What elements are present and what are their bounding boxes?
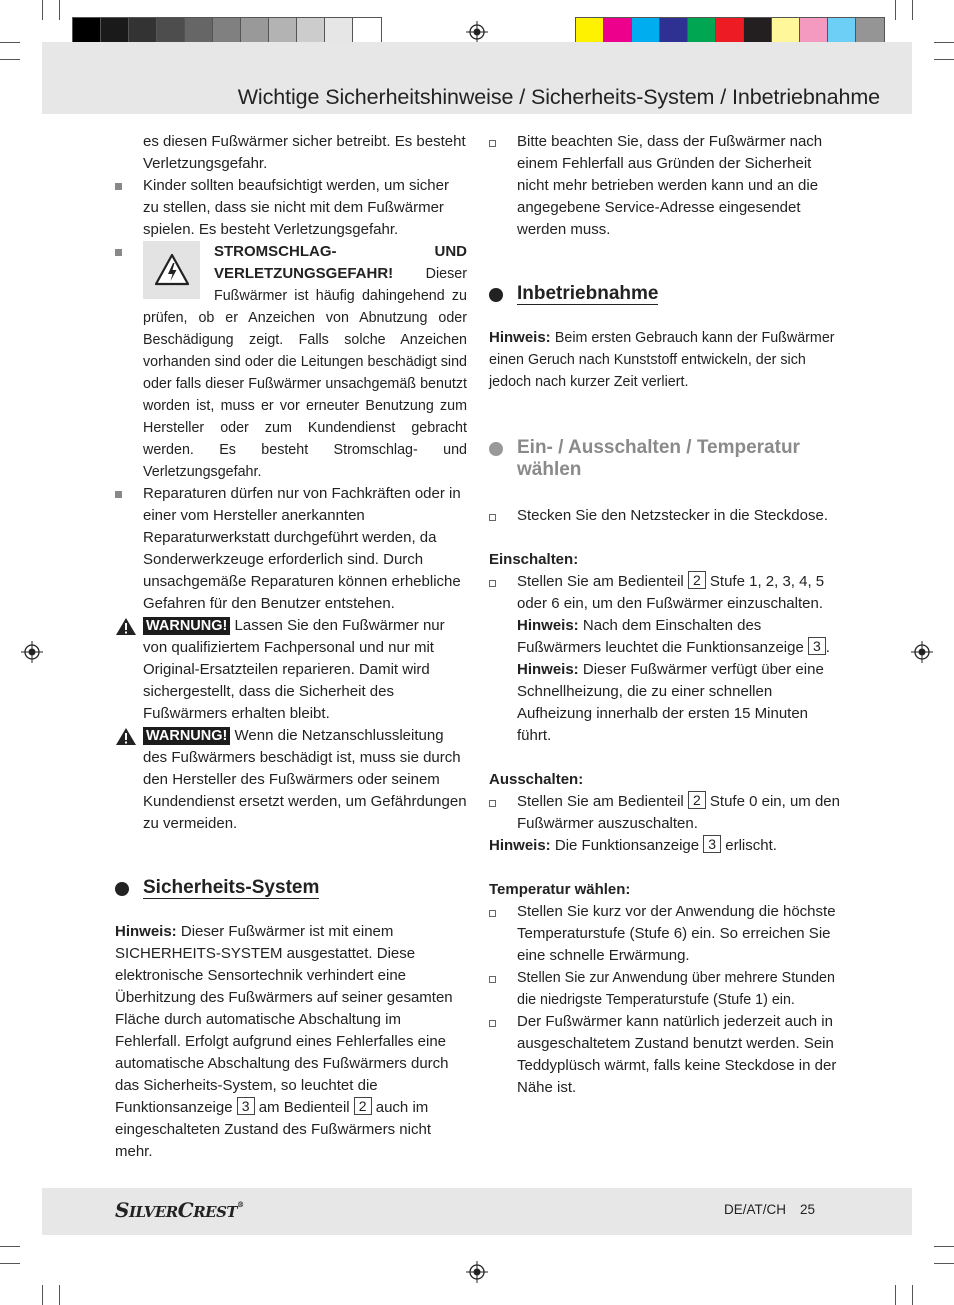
square-bullet-icon [115, 491, 122, 498]
checkbox-bullet-icon [489, 1020, 496, 1027]
hinweis-label: Hinweis: [489, 329, 551, 346]
list-item-repair [115, 483, 467, 615]
logo-part: C [177, 1198, 194, 1222]
section-heading-text: Sicherheits-System [143, 877, 320, 898]
registration-mark-icon [911, 641, 933, 663]
bullet-dot-icon [489, 442, 503, 456]
crop-mark [895, 0, 896, 20]
ausschalten-hinweis [489, 835, 841, 857]
registration-mark-icon [466, 21, 488, 43]
logo-part: REST [193, 1203, 238, 1221]
list-item-text: Reparaturen dürfen nur von Fachkräften oder in einer vom Hersteller anerkannten Reparaturwerkstatt durchgeführt werden, da Sonderwerkzeuge erforderlich sind. Durch unsachgemäße Reparaturen können erhebliche Gefahren für den Benutzer entstehen. [143, 485, 461, 612]
list-item-text: Der Fußwärmer kann natürlich jederzeit auch in ausgeschaltetem Zustand benutzt werden. Sein Teddyplüsch wärmt, falls keine Steckdose in der Nähe ist. [517, 1013, 837, 1096]
list-item-text: Bitte beachten Sie, dass der Fußwärmer nach einem Fehlerfall aus Gründen der Sicherheit nicht mehr betrieben werden kann und an die angegebene Service-Adresse eingesendet werden muss. [517, 133, 823, 238]
square-bullet-icon [115, 183, 122, 190]
registration-mark-icon [21, 641, 43, 663]
warning-triangle-icon [115, 727, 137, 746]
inbetrieb-paragraph [489, 327, 841, 393]
paragraph-text: erlischt. [725, 837, 777, 854]
page-number: 25 [799, 1202, 815, 1217]
checkbox-bullet-icon [489, 580, 496, 587]
safety-paragraph [115, 921, 467, 1163]
list-item-plug [489, 505, 841, 527]
paragraph-continued: es diesen Fußwärmer sicher betreibt. Es besteht Verletzungsgefahr. [143, 133, 466, 172]
paragraph-text: Dieser Fußwärmer ist mit einem SICHERHEITS-SYSTEM ausgestattet. Diese elektronische Sensortechnik verhindert eine Überhitzung des Fußwärmers auf seiner gesamten Fläche durch automatische Abschaltung im Fehlerfall. Erfolgt aufgrund eines Fehlerfalles eine automatische Abschaltung des Fußwärmers durch das Sicherheits-System, so leuchtet die Funktionsanzeige [115, 923, 453, 1116]
square-bullet-icon [115, 249, 122, 256]
shock-heading: STROMSCHLAG- UND VERLETZUNGSGEFAHR! [214, 243, 467, 282]
crop-mark [42, 0, 43, 20]
hinweis-label: Hinweis: [517, 661, 579, 678]
warning-badge: WARNUNG! [143, 617, 230, 635]
crop-mark [934, 42, 954, 43]
section-heading-text: Ein- / Ausschalten / Temperatur wählen [517, 437, 800, 480]
logo-part: ILVER [128, 1203, 178, 1221]
crop-mark [0, 42, 20, 43]
reference-number: 3 [703, 835, 721, 853]
registration-mark-icon [466, 1261, 488, 1283]
warning-text: Wenn die Netzanschlussleitung des Fußwärmers beschädigt ist, muss sie durch den Hersteller des Fußwärmers oder seinem Kundendienst ersetzt werden, um Gefährdungen zu vermeiden. [143, 727, 467, 832]
reference-number: 3 [237, 1097, 255, 1115]
logo-part: ® [237, 1200, 244, 1209]
paragraph-text: am Bedienteil [258, 1099, 350, 1116]
checkbox-bullet-icon [489, 514, 496, 521]
hinweis-label: Hinweis: [517, 617, 579, 634]
crop-mark [934, 59, 954, 60]
subheading-ausschalten: Ausschalten: [489, 771, 584, 788]
paragraph-text: Beim ersten Gebrauch kann der Fußwärmer einen Geruch nach Kunststoff entwickeln, der sich jedoch nach kurzer Zeit verliert. [489, 330, 835, 390]
list-item-temp-high [489, 901, 841, 967]
reference-number: 2 [688, 571, 706, 589]
checkbox-bullet-icon [489, 800, 496, 807]
list-item-children [115, 175, 467, 241]
crop-mark [59, 1285, 60, 1305]
section-heading-text: Inbetriebnahme [517, 283, 659, 304]
list-item-text: Kinder sollten beaufsichtigt werden, um sicher zu stellen, dass sie nicht mit dem Fußwärmer spielen. Es besteht Verletzungsgefahr. [143, 177, 449, 238]
footer-info [724, 1202, 815, 1217]
warning-triangle-icon [115, 617, 137, 636]
bullet-dot-icon [489, 288, 503, 302]
crop-mark [59, 0, 60, 20]
section-heading-safety-system [115, 877, 467, 899]
warning-block-2 [115, 725, 467, 835]
list-item-temp-low [489, 967, 841, 1011]
hinweis-label: Hinweis: [115, 923, 177, 940]
silvercrest-logo [115, 1198, 244, 1222]
page-title: Wichtige Sicherheitshinweise / Sicherheits-System / Inbetriebnahme [237, 85, 880, 109]
crop-mark [934, 1246, 954, 1247]
list-item-service-note [489, 131, 841, 241]
reference-number: 2 [688, 791, 706, 809]
crop-mark [0, 59, 20, 60]
list-item-ausschalten [489, 791, 841, 835]
hinweis-label: Hinweis: [489, 837, 551, 854]
reference-number: 3 [808, 637, 826, 655]
crop-mark [934, 1263, 954, 1264]
shock-text: Dieser Fußwärmer ist häufig dahingehend zu prüfen, ob er Anzeichen von Abnutzung oder Beschädigung zeigt. Falls solche Anzeichen vorhanden sind oder die Leitungen beschädigt sind oder falls dieser Fußwärmer unsachgemäß benutzt worden ist, muss er vor erneuter Benutzung zum Hersteller oder zum Kundendienst gebracht werden. Es besteht Stromschlag- und Verletzungsgefahr. [143, 266, 467, 480]
list-item-shock-warning [115, 241, 467, 483]
list-item-einschalten: Stellen Sie am Bedienteil 2 Stufe 1, 2, 3, 4, 5 oder 6 ein, um den Fußwärmer einzuschalten. Hinweis: Nach dem Einschalten des Fußwärmers leuchtet die Funktionsanzeige 3 . Hinweis: Dieser Fußwärmer verfügt über eine Schnellheizung, die zu einer schnellen Aufheizung innerhalb der ersten 15 Minuten führt. [489, 571, 841, 747]
paragraph-text: auch im eingeschalteten Zustand des Fußwärmers nicht mehr. [115, 1099, 431, 1160]
reference-number: 2 [354, 1097, 372, 1115]
subheading-temperatur: Temperatur wählen: [489, 881, 631, 898]
electric-shock-warning-icon [143, 241, 200, 299]
crop-mark [42, 1285, 43, 1305]
bullet-dot-icon [115, 882, 129, 896]
list-item-text: Stellen Sie kurz vor der Anwendung die höchste Temperaturstufe (Stufe 6) ein. So erreichen Sie eine schnelle Erwärmung. [517, 903, 836, 964]
crop-mark [895, 1285, 896, 1305]
list-item-temp-off [489, 1011, 841, 1099]
list-item-text: Dieser Fußwärmer verfügt über eine Schnellheizung, die zu einer schnellen Aufheizung innerhalb der ersten 15 Minuten führt. [517, 661, 824, 744]
warning-badge: WARNUNG! [143, 727, 230, 745]
list-item-text: Stellen Sie zur Anwendung über mehrere Stunden die niedrigste Temperaturstufe (Stufe 1) ein. [517, 970, 835, 1008]
list-item-text: Stufe 0 ein, um den Fußwärmer auszuschalten. [517, 793, 840, 832]
list-item-text: Stellen Sie am Bedienteil [517, 573, 684, 590]
right-column [489, 131, 841, 1099]
list-item-text: Nach dem Einschalten des Fußwärmers leuchtet die Funktionsanzeige [517, 617, 804, 656]
section-heading-switch [489, 437, 841, 481]
crop-mark [0, 1246, 20, 1247]
checkbox-bullet-icon [489, 140, 496, 147]
paragraph-text: Die Funktionsanzeige [554, 837, 700, 854]
warning-text: Lassen Sie den Fußwärmer nur von qualifiziertem Fachpersonal und nur mit Original-Ersatzteilen reparieren. Damit wird sichergestellt, dass die Sicherheit des Fußwärmers erhalten bleibt. [143, 617, 445, 722]
list-item-text: Stufe 1, 2, 3, 4, 5 oder 6 ein, um den Fußwärmer einzuschalten. [517, 573, 825, 612]
list-item-text: Stecken Sie den Netzstecker in die Steckdose. [517, 507, 829, 524]
list-item-text: Stellen Sie am Bedienteil [517, 793, 684, 810]
crop-mark [0, 1263, 20, 1264]
logo-part: S [115, 1198, 129, 1222]
subheading-einschalten: Einschalten: [489, 551, 579, 568]
footer-locale: DE/AT/CH [723, 1202, 786, 1217]
checkbox-bullet-icon [489, 910, 496, 917]
crop-mark [912, 0, 913, 20]
left-column [115, 131, 467, 1163]
checkbox-bullet-icon [489, 976, 496, 983]
crop-mark [912, 1285, 913, 1305]
warning-block-1 [115, 615, 467, 725]
section-heading-inbetriebnahme [489, 283, 841, 305]
